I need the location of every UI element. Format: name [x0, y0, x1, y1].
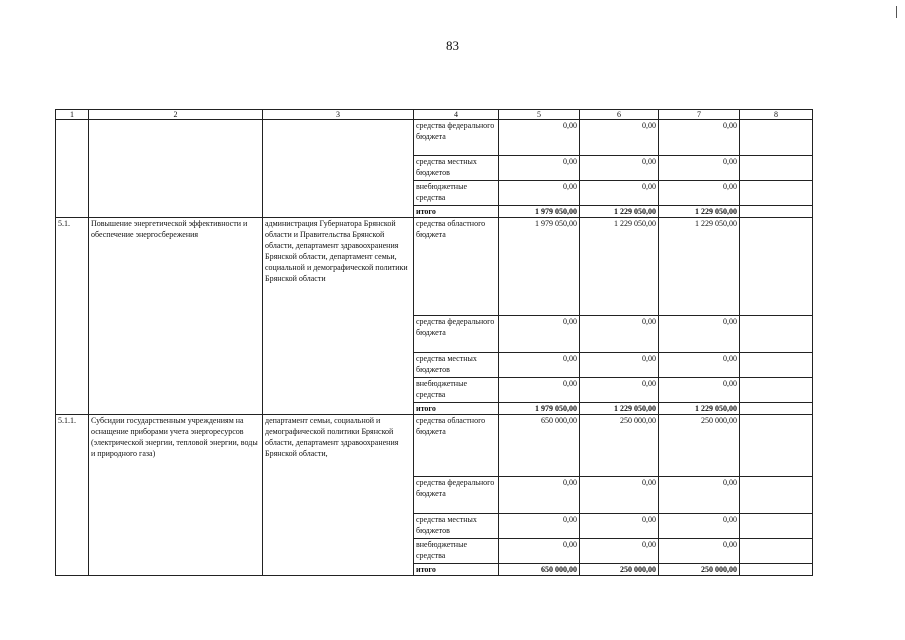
amount-cell: 250 000,00 — [659, 415, 740, 477]
amount-cell: 0,00 — [659, 156, 740, 181]
column-number: 7 — [659, 110, 740, 120]
source-label: средства местных бюджетов — [414, 353, 499, 378]
source-label: средства федерального бюджета — [414, 477, 499, 514]
note-cell — [740, 477, 813, 514]
column-number: 3 — [263, 110, 414, 120]
amount-cell: 0,00 — [499, 156, 580, 181]
column-number: 6 — [580, 110, 659, 120]
amount-cell: 0,00 — [659, 539, 740, 564]
amount-cell: 0,00 — [659, 353, 740, 378]
amount-cell: 0,00 — [499, 316, 580, 353]
amount-cell: 1 229 050,00 — [659, 403, 740, 415]
amount-cell: 0,00 — [580, 120, 659, 156]
executor-cell-blank — [263, 120, 414, 218]
note-cell — [740, 120, 813, 156]
amount-cell: 0,00 — [499, 477, 580, 514]
amount-cell: 0,00 — [659, 477, 740, 514]
amount-cell: 1 229 050,00 — [580, 206, 659, 218]
amount-cell: 0,00 — [580, 477, 659, 514]
source-label: средства местных бюджетов — [414, 514, 499, 539]
note-cell — [740, 539, 813, 564]
amount-cell: 0,00 — [659, 378, 740, 403]
budget-table — [55, 109, 813, 576]
amount-cell: 0,00 — [580, 514, 659, 539]
amount-cell: 0,00 — [580, 156, 659, 181]
source-label: итого — [414, 403, 499, 415]
column-number: 2 — [89, 110, 263, 120]
item-code: 5.1.1. — [56, 415, 89, 576]
amount-cell: 0,00 — [499, 120, 580, 156]
code-cell-blank — [56, 120, 89, 218]
amount-cell: 0,00 — [659, 316, 740, 353]
source-label: средства областного бюджета — [414, 415, 499, 477]
amount-cell: 1 229 050,00 — [580, 218, 659, 316]
note-cell — [740, 156, 813, 181]
scan-edge-mark — [896, 6, 897, 18]
source-label: средства местных бюджетов — [414, 156, 499, 181]
note-cell — [740, 378, 813, 403]
note-cell — [740, 514, 813, 539]
note-cell — [740, 564, 813, 576]
page-number: 83 — [446, 38, 459, 53]
source-label: средства федерального бюджета — [414, 316, 499, 353]
item-code: 5.1. — [56, 218, 89, 415]
note-cell — [740, 415, 813, 477]
amount-cell: 1 979 050,00 — [499, 206, 580, 218]
column-number: 1 — [56, 110, 89, 120]
amount-cell: 0,00 — [499, 514, 580, 539]
amount-cell: 0,00 — [659, 120, 740, 156]
amount-cell: 1 229 050,00 — [659, 218, 740, 316]
name-cell-blank — [89, 120, 263, 218]
source-label: внебюджетные средства — [414, 181, 499, 206]
note-cell — [740, 403, 813, 415]
amount-cell: 0,00 — [580, 378, 659, 403]
amount-cell: 1 229 050,00 — [659, 206, 740, 218]
amount-cell: 0,00 — [580, 181, 659, 206]
source-label: средства федерального бюджета — [414, 120, 499, 156]
amount-cell: 0,00 — [499, 539, 580, 564]
table-row — [56, 120, 813, 156]
column-number-row — [56, 110, 813, 120]
source-label: итого — [414, 206, 499, 218]
amount-cell: 250 000,00 — [580, 564, 659, 576]
amount-cell: 0,00 — [580, 353, 659, 378]
amount-cell: 0,00 — [659, 181, 740, 206]
item-executor: департамент семьи, социальной и демографической политики Брянской области, департамент здравоохранения Брянской области, — [263, 415, 414, 576]
table-row — [56, 218, 813, 316]
amount-cell: 1 979 050,00 — [499, 403, 580, 415]
item-name: Повышение энергетической эффективности и обеспечение энергосбережения — [89, 218, 263, 415]
source-label: итого — [414, 564, 499, 576]
amount-cell: 0,00 — [659, 514, 740, 539]
amount-cell: 250 000,00 — [659, 564, 740, 576]
table-row — [56, 415, 813, 477]
column-number: 4 — [414, 110, 499, 120]
source-label: внебюджетные средства — [414, 378, 499, 403]
source-label: средства областного бюджета — [414, 218, 499, 316]
amount-cell: 650 000,00 — [499, 564, 580, 576]
amount-cell: 0,00 — [499, 181, 580, 206]
amount-cell: 0,00 — [499, 353, 580, 378]
column-number: 8 — [740, 110, 813, 120]
source-label: внебюджетные средства — [414, 539, 499, 564]
note-cell — [740, 316, 813, 353]
note-cell — [740, 218, 813, 316]
amount-cell: 1 229 050,00 — [580, 403, 659, 415]
amount-cell: 0,00 — [499, 378, 580, 403]
amount-cell: 1 979 050,00 — [499, 218, 580, 316]
note-cell — [740, 206, 813, 218]
amount-cell: 0,00 — [580, 316, 659, 353]
note-cell — [740, 181, 813, 206]
amount-cell: 650 000,00 — [499, 415, 580, 477]
item-name: Субсидии государственным учреждениям на оснащение приборами учета энергоресурсов (электрической энергии, тепловой энергии, воды и природного газа) — [89, 415, 263, 576]
amount-cell: 250 000,00 — [580, 415, 659, 477]
item-executor: администрация Губернатора Брянской области и Правительства Брянской области, департамент здравоохранения Брянской области, департамент семьи, социальной и демографической политики Брянской области — [263, 218, 414, 415]
column-number: 5 — [499, 110, 580, 120]
note-cell — [740, 353, 813, 378]
amount-cell: 0,00 — [580, 539, 659, 564]
